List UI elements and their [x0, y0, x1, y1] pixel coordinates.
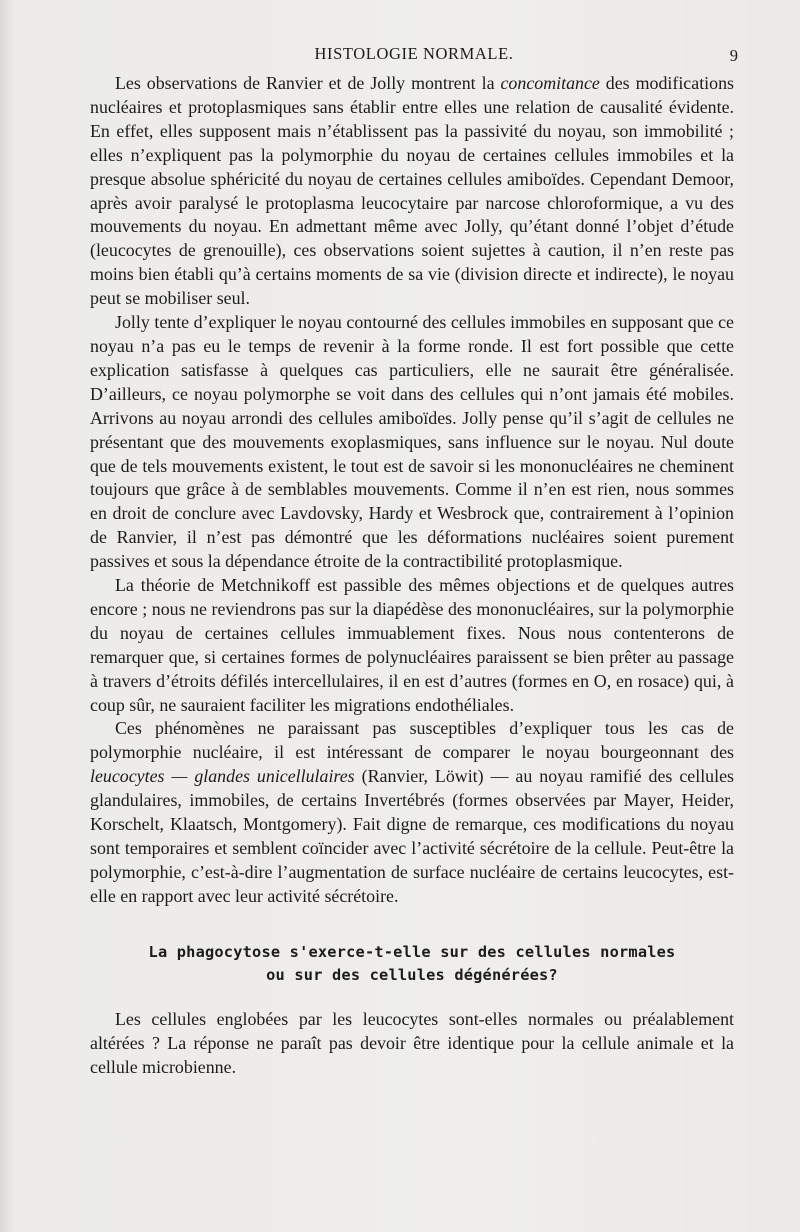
paragraph-4-italic-term: leucocytes — glandes unicellulaires: [90, 766, 355, 787]
paragraph-1-italic-term: concomitance: [500, 73, 600, 93]
paragraph-1-text-2: des modifications nucléaires et protoplasmiques sans établir entre elles une relation de causalité évidente. En effet, elles supposent mais n’établissent pas la passivité du noyau, son immobilité ; elles n’expliquent pas la polymorphie du noyau de certaines cellules immobiles et la presque absolue sphéricité du noyau de certaines cellules amiboïdes. Cependant Demoor, après avoir paralysé le protoplasma leucocytaire par narcose chloroformique, a vu des mouvements du noyau. En admettant même avec Jolly, qu’étant donné l’objet d’étude (leucocytes de grenouille), ces observations soient sujettes à caution, il n’en reste pas moins bien établi qu’à certains moments de sa vie (division directe et indirecte), le noyau peut se mobiliser seul.: [90, 73, 734, 309]
paragraph-4: [90, 717, 734, 908]
section-heading: [90, 941, 734, 988]
paragraph-4-text-1: Ces phénomènes ne paraissant pas susceptibles d’expliquer tous les cas de polymorphie nucléaire, il est intéressant de comparer le noyau bourgeonnant des: [90, 718, 734, 763]
paragraph-1: [90, 72, 734, 311]
paragraph-1-text-1: Les observations de Ranvier et de Jolly montrent la: [115, 73, 501, 93]
final-paragraph-text: Les cellules englobées par les leucocytes sont-elles normales ou préalablement altérées ? La réponse ne paraît pas devoir être identique pour la cellule animale et la cellule microbienne.: [90, 1008, 734, 1077]
body-text: [90, 72, 734, 1079]
final-paragraph: [90, 1008, 734, 1080]
page-number: 9: [729, 46, 738, 65]
paragraph-3: [90, 574, 734, 717]
paragraph-3-text: La théorie de Metchnikoff est passible des mêmes objections et de quelques autres encore ; nous ne reviendrons pas sur la diapédèse des mononucléaires, sur la polymorphie du noyau de certaines cellules immuablement fixes. Nous nous contenterons de remarquer que, si certaines formes de polynucléaires paraissent se bien prêter au passage à travers d’étroits défilés intercellulaires, il en est d’autres (formes en O, en rosace) qui, à coup sûr, ne sauraient faciliter les migrations endothéliales.: [90, 575, 734, 715]
section-heading-line-1: La phagocytose s'exerce-t-elle sur des cellules normales: [148, 942, 676, 961]
paragraph-2: [90, 311, 734, 574]
running-head: [90, 40, 738, 70]
paragraph-4-text-2: (Ranvier, Löwit) — au noyau ramifié des cellules glandulaires, immobiles, de certains Invertébrés (formes observées par Mayer, Heider, Korschelt, Klaatsch, Montgomery). Fait digne de remarque, ces modifications du noyau sont temporaires et semblent coïncider avec l’activité sécrétoire de la cellule. Peut-être la polymorphie, c’est-à-dire l’augmentation de surface nucléaire de certains leucocytes, est-elle en rapport avec leur activité sécrétoire.: [90, 766, 734, 906]
section-heading-line-2: ou sur des cellules dégénérées?: [266, 966, 558, 985]
running-title: HISTOLOGIE NORMALE.: [314, 44, 514, 63]
paragraph-2-text: Jolly tente d’expliquer le noyau contourné des cellules immobiles en supposant que ce noyau n’a pas eu le temps de revenir à la forme ronde. Il est fort possible que cette explication satisfasse à quelques cas particuliers, elle ne saurait être généralisée. D’ailleurs, ce noyau polymorphe se voit dans des cellules qui n’ont jamais été mobiles. Arrivons au noyau arrondi des cellules amiboïdes. Jolly pense qu’il s’agit de cellules ne présentant que des mouvements exoplasmiques, sans influence sur le noyau. Nul doute que de tels mouvements existent, le tout est de savoir si les mononucléaires ne cheminent toujours que grâce à de semblables mouvements. Comme il n’en est rien, nous sommes en droit de conclure avec Lavdovsky, Hardy et Wesbrock que, contrairement à l’opinion de Ranvier, il n’est pas démontré que les déformations nucléaires soient purement passives et sous la dépendance étroite de la contractibilité protoplasmique.: [90, 312, 734, 572]
